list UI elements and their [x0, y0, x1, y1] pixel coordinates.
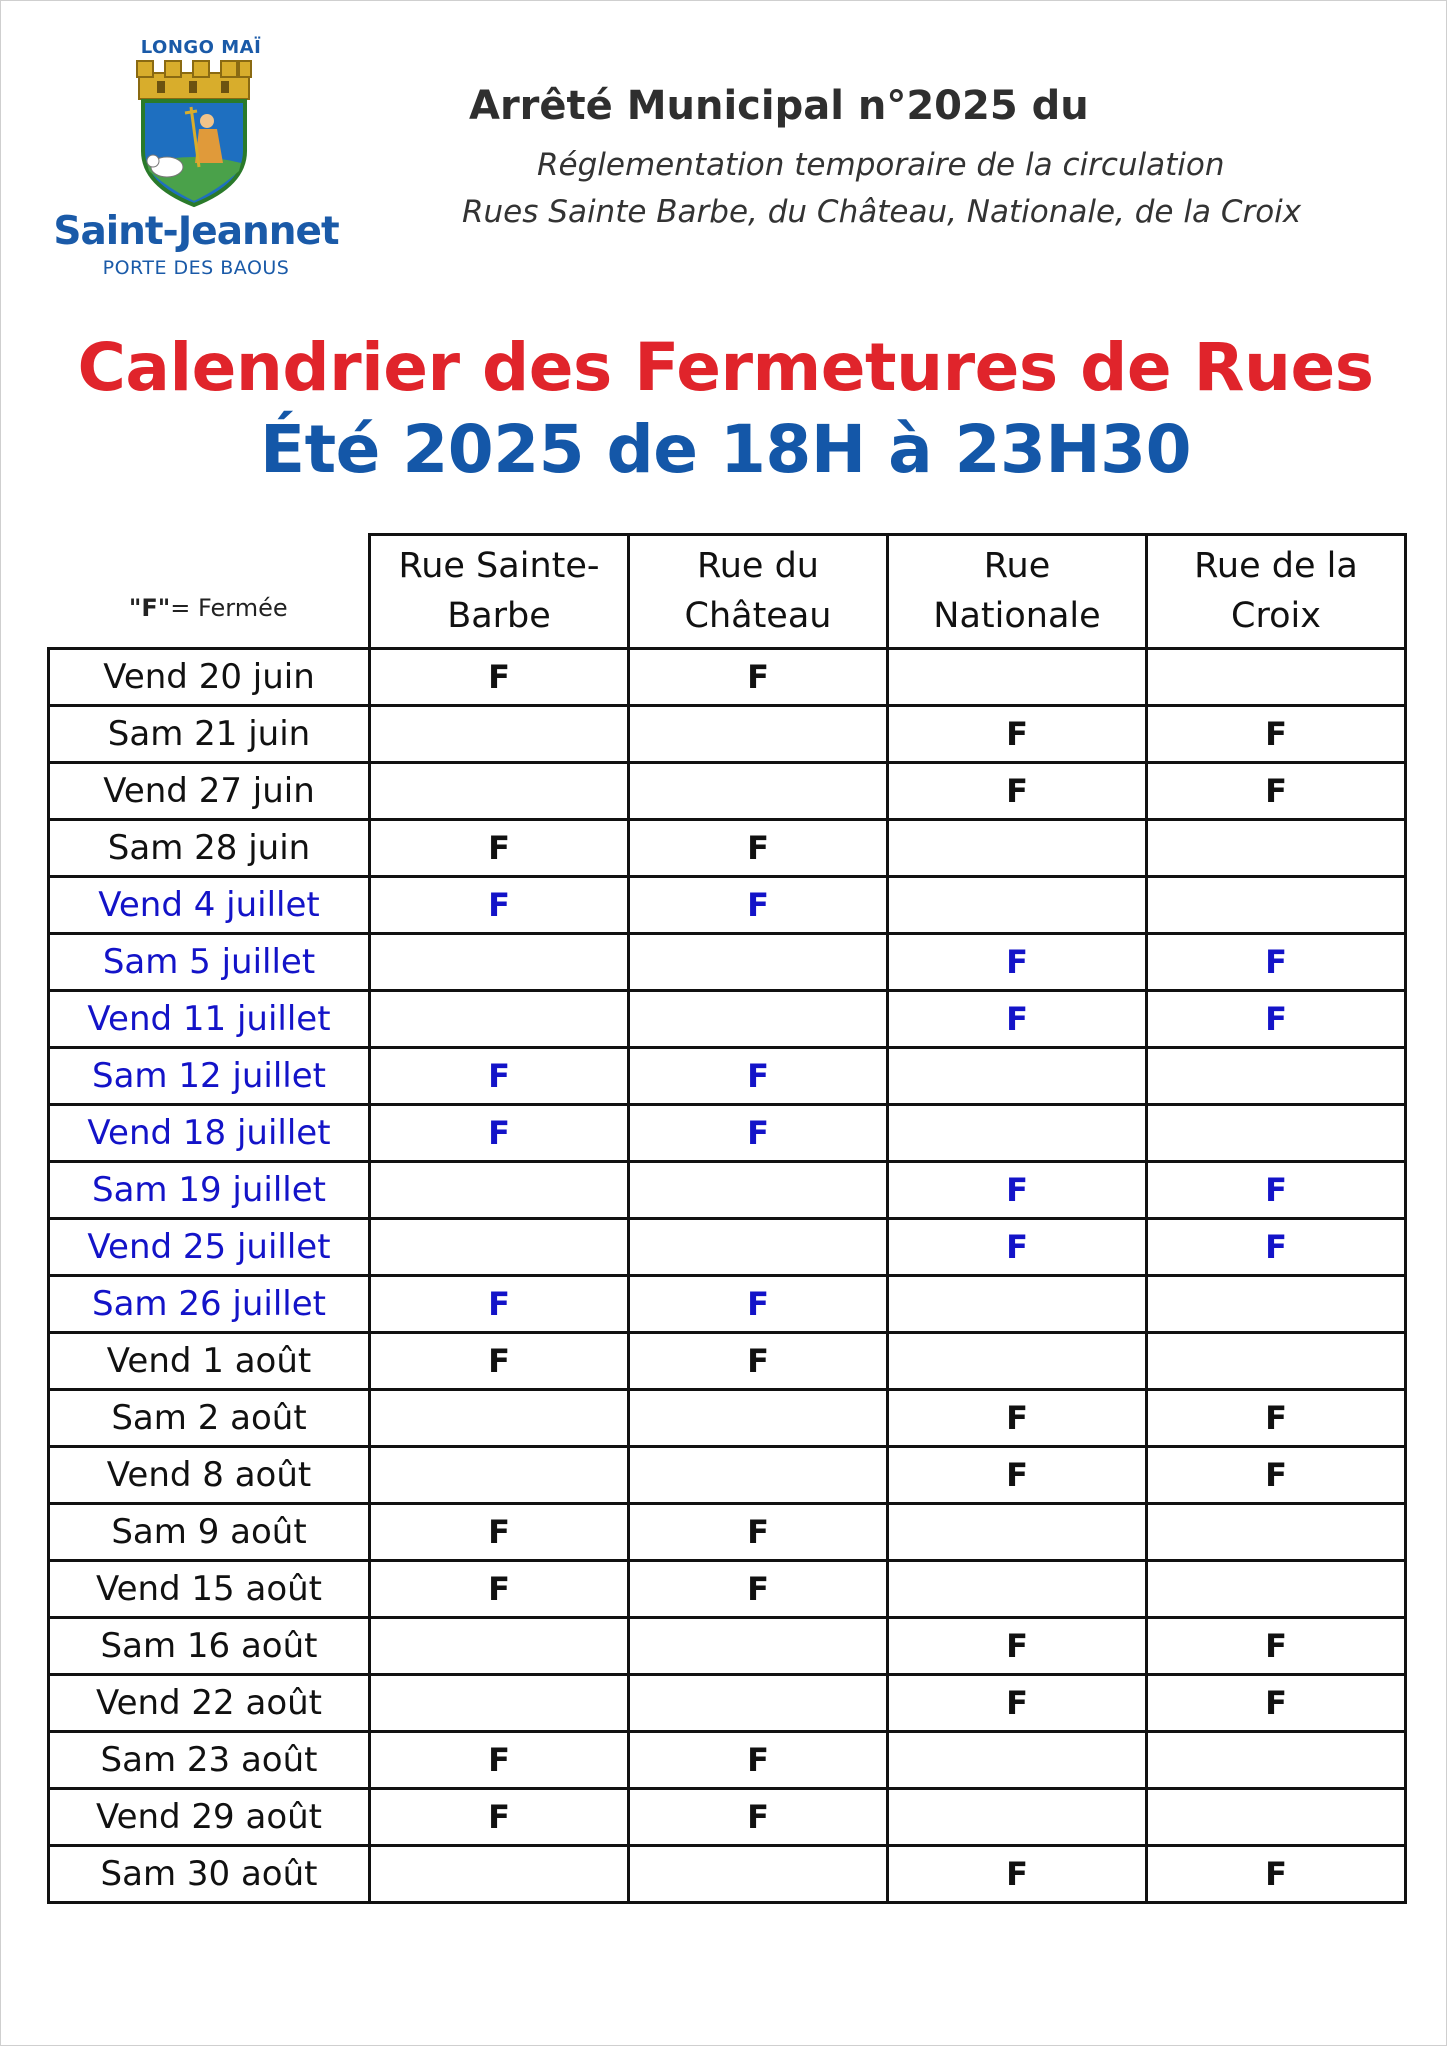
- row-date: Sam 12 juillet: [49, 1047, 370, 1104]
- logo-subtitle: PORTE DES BAOUS: [102, 257, 290, 279]
- row-date: Sam 26 juillet: [49, 1275, 370, 1332]
- table-row: [49, 1389, 1406, 1446]
- table-row: [49, 1161, 1406, 1218]
- logo-name: Saint-Jeannet: [53, 209, 339, 254]
- table-row: [49, 933, 1406, 990]
- closure-cell: [629, 1218, 888, 1275]
- closure-cell: F: [370, 648, 629, 705]
- closure-cell: F: [629, 876, 888, 933]
- closure-cell: [370, 1218, 629, 1275]
- closure-cell: [629, 762, 888, 819]
- regulation-line-2: Rues Sainte Barbe, du Château, Nationale, de la Croix: [462, 194, 1302, 230]
- closure-cell: F: [1147, 1845, 1406, 1902]
- row-date: Vend 1 août: [49, 1332, 370, 1389]
- closure-cell: F: [629, 819, 888, 876]
- column-header-line: Rue: [983, 546, 1051, 587]
- row-date: Sam 30 août: [49, 1845, 370, 1902]
- closure-cell: F: [888, 933, 1147, 990]
- legend-key: "F": [128, 593, 171, 622]
- closure-cell: [370, 1161, 629, 1218]
- closure-cell: F: [888, 762, 1147, 819]
- closure-cell: [1147, 1788, 1406, 1845]
- column-header-line: Rue Sainte-: [398, 546, 600, 587]
- closure-cell: [629, 705, 888, 762]
- closure-cell: F: [1147, 1446, 1406, 1503]
- closure-cell: F: [629, 1503, 888, 1560]
- closure-cell: [629, 1674, 888, 1731]
- closure-cell: F: [888, 1389, 1147, 1446]
- calendar-title: Calendrier des Fermetures de Rues: [77, 329, 1374, 406]
- table-row: [49, 1104, 1406, 1161]
- closure-cell: F: [1147, 1161, 1406, 1218]
- closure-cell: [1147, 1104, 1406, 1161]
- table-row: [49, 1275, 1406, 1332]
- closure-cell: F: [370, 1788, 629, 1845]
- logo: [41, 31, 351, 281]
- closure-cell: [629, 1161, 888, 1218]
- closure-cell: F: [370, 1332, 629, 1389]
- closure-cell: F: [1147, 1674, 1406, 1731]
- closure-cell: F: [370, 1047, 629, 1104]
- closure-cell: [370, 1845, 629, 1902]
- closure-cell: [1147, 1332, 1406, 1389]
- closure-cell: [888, 876, 1147, 933]
- table-row: [49, 1503, 1406, 1560]
- table-row: [49, 762, 1406, 819]
- closure-cell: F: [1147, 990, 1406, 1047]
- closure-cell: F: [888, 705, 1147, 762]
- row-date: Vend 4 juillet: [49, 876, 370, 933]
- column-header-croix: [1147, 535, 1406, 649]
- coat-of-arms-icon: [129, 59, 259, 209]
- table-row: [49, 876, 1406, 933]
- column-header-nationale: [888, 535, 1147, 649]
- closure-cell: F: [888, 1845, 1147, 1902]
- row-date: Vend 29 août: [49, 1788, 370, 1845]
- closure-cell: F: [370, 876, 629, 933]
- closure-cell: [1147, 1731, 1406, 1788]
- closure-cell: F: [629, 1731, 888, 1788]
- closure-cell: [888, 648, 1147, 705]
- closure-cell: F: [370, 1275, 629, 1332]
- closure-cell: [629, 1845, 888, 1902]
- table-row: [49, 1788, 1406, 1845]
- column-header-line: Rue du: [697, 546, 819, 587]
- closure-cell: F: [888, 990, 1147, 1047]
- logo-motto: LONGO MAÏ: [140, 37, 262, 58]
- closure-cell: [370, 762, 629, 819]
- closure-cell: F: [370, 1731, 629, 1788]
- row-date: Vend 11 juillet: [49, 990, 370, 1047]
- closure-cell: F: [1147, 933, 1406, 990]
- row-date: Sam 2 août: [49, 1389, 370, 1446]
- table-row: [49, 1332, 1406, 1389]
- row-date: Sam 23 août: [49, 1731, 370, 1788]
- closure-cell: F: [629, 648, 888, 705]
- closure-cell: F: [888, 1674, 1147, 1731]
- closure-cell: [629, 1617, 888, 1674]
- closure-cell: [888, 819, 1147, 876]
- row-date: Vend 15 août: [49, 1560, 370, 1617]
- row-date: Sam 28 juin: [49, 819, 370, 876]
- closure-cell: [888, 1104, 1147, 1161]
- column-header-line: Croix: [1231, 596, 1321, 637]
- closure-cell: [888, 1560, 1147, 1617]
- closure-cell: [370, 1389, 629, 1446]
- closure-cell: F: [888, 1446, 1147, 1503]
- closure-cell: [370, 1617, 629, 1674]
- table-row: [49, 990, 1406, 1047]
- regulation-line-1: Réglementation temporaire de la circulation: [537, 147, 1225, 183]
- row-date: Vend 18 juillet: [49, 1104, 370, 1161]
- closure-cell: F: [370, 1503, 629, 1560]
- closure-cell: [1147, 648, 1406, 705]
- row-date: Vend 22 août: [49, 1674, 370, 1731]
- closure-cell: [888, 1503, 1147, 1560]
- table-row: [49, 1560, 1406, 1617]
- table-row: [49, 705, 1406, 762]
- closure-cell: F: [629, 1332, 888, 1389]
- table-row: [49, 819, 1406, 876]
- closure-cell: F: [629, 1047, 888, 1104]
- closure-cell: F: [888, 1218, 1147, 1275]
- column-header-line: Château: [684, 596, 832, 637]
- closure-cell: F: [1147, 705, 1406, 762]
- table-row: [49, 1617, 1406, 1674]
- closure-cell: [370, 933, 629, 990]
- column-header-line: Rue de la: [1194, 546, 1358, 587]
- closure-cell: F: [888, 1161, 1147, 1218]
- row-date: Sam 9 août: [49, 1503, 370, 1560]
- row-date: Sam 5 juillet: [49, 933, 370, 990]
- closure-cell: [1147, 1047, 1406, 1104]
- closure-cell: F: [370, 819, 629, 876]
- row-date: Sam 16 août: [49, 1617, 370, 1674]
- closure-cell: [370, 705, 629, 762]
- closure-cell: F: [1147, 1617, 1406, 1674]
- table-row: [49, 1047, 1406, 1104]
- closure-cell: [888, 1788, 1147, 1845]
- closure-cell: [888, 1731, 1147, 1788]
- row-date: Vend 27 juin: [49, 762, 370, 819]
- row-date: Vend 8 août: [49, 1446, 370, 1503]
- row-date: Sam 21 juin: [49, 705, 370, 762]
- table-row: [49, 1731, 1406, 1788]
- closure-cell: F: [1147, 762, 1406, 819]
- closure-cell: [1147, 1503, 1406, 1560]
- table-row: [49, 1446, 1406, 1503]
- legend: [49, 535, 370, 649]
- closure-table: [47, 533, 1407, 1904]
- closure-cell: [888, 1047, 1147, 1104]
- column-header-line: Barbe: [447, 596, 551, 637]
- table-row: [49, 648, 1406, 705]
- row-date: Sam 19 juillet: [49, 1161, 370, 1218]
- closure-cell: [1147, 1275, 1406, 1332]
- closure-cell: [629, 933, 888, 990]
- closure-cell: F: [888, 1617, 1147, 1674]
- calendar-subtitle: Été 2025 de 18H à 23H30: [259, 411, 1192, 488]
- table-header-row: [49, 535, 1406, 649]
- closure-cell: [629, 1446, 888, 1503]
- closure-cell: [1147, 876, 1406, 933]
- closure-cell: [888, 1275, 1147, 1332]
- column-header-chateau: [629, 535, 888, 649]
- row-date: Vend 20 juin: [49, 648, 370, 705]
- closure-cell: F: [370, 1104, 629, 1161]
- arrete-title: Arrêté Municipal n°2025 du: [469, 83, 1089, 129]
- closure-cell: [629, 990, 888, 1047]
- closure-cell: F: [1147, 1218, 1406, 1275]
- row-date: Vend 25 juillet: [49, 1218, 370, 1275]
- closure-cell: [888, 1332, 1147, 1389]
- closure-cell: F: [1147, 1389, 1406, 1446]
- closure-cell: [370, 1446, 629, 1503]
- legend-text: = Fermée: [170, 593, 288, 622]
- closure-cell: F: [629, 1788, 888, 1845]
- table-row: [49, 1845, 1406, 1902]
- table-row: [49, 1674, 1406, 1731]
- closure-cell: [1147, 1560, 1406, 1617]
- closure-cell: F: [370, 1560, 629, 1617]
- column-header-sainte-barbe: [370, 535, 629, 649]
- closure-cell: F: [629, 1104, 888, 1161]
- column-header-line: Nationale: [933, 596, 1101, 637]
- closure-cell: [370, 990, 629, 1047]
- closure-cell: F: [629, 1560, 888, 1617]
- closure-cell: [629, 1389, 888, 1446]
- closure-cell: [370, 1674, 629, 1731]
- table-row: [49, 1218, 1406, 1275]
- closure-cell: F: [629, 1275, 888, 1332]
- closure-cell: [1147, 819, 1406, 876]
